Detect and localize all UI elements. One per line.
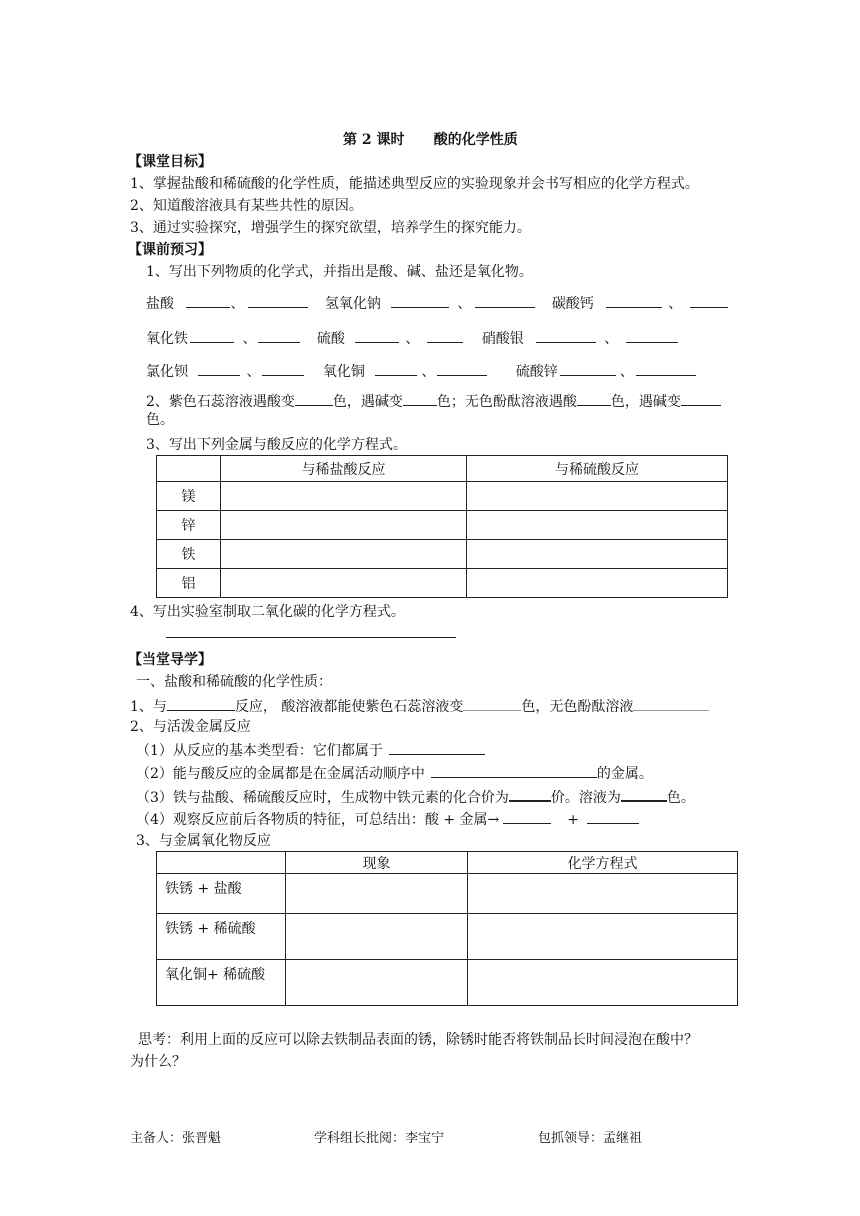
guide-text: 色。	[666, 790, 695, 806]
answer-blank[interactable]	[503, 809, 551, 824]
answer-cell[interactable]	[221, 569, 467, 598]
answer-blank[interactable]	[295, 391, 333, 406]
table-row-label: 铝	[157, 569, 221, 598]
answer-blank[interactable]	[636, 361, 696, 376]
question-2-end: 色。	[146, 412, 174, 428]
guide-text: 的金属。	[596, 766, 653, 782]
separator: 、	[246, 364, 261, 380]
answer-cell[interactable]	[468, 914, 738, 960]
answer-blank[interactable]	[437, 361, 487, 376]
answer-blank[interactable]	[633, 696, 709, 711]
answer-blank[interactable]	[403, 391, 437, 406]
answer-blank[interactable]	[536, 328, 596, 343]
question-2	[146, 391, 721, 411]
answer-blank[interactable]	[606, 293, 662, 308]
answer-blank[interactable]	[475, 293, 535, 308]
sub-question-3	[136, 786, 695, 807]
footer-reviewer: 学科组长批阅：李宝宁	[314, 1131, 445, 1146]
question-text: 色，遇碱变	[332, 394, 403, 410]
part-1-heading: 一、盐酸和稀硫酸的化学性质：	[136, 674, 332, 690]
answer-blank[interactable]	[198, 361, 240, 376]
separator: 、	[668, 296, 683, 312]
answer-blank[interactable]	[509, 786, 551, 802]
separator: 、	[230, 296, 245, 312]
substance-label: 氧化铜	[322, 364, 365, 380]
substance-label: 氯化钡	[146, 364, 188, 380]
separator: 、	[457, 296, 472, 312]
table-header-cell: 与稀硫酸反应	[467, 456, 728, 482]
table-row-label: 铁	[157, 540, 221, 569]
answer-cell[interactable]	[221, 540, 467, 569]
answer-blank[interactable]	[427, 328, 463, 343]
substance-row-1	[146, 293, 728, 313]
substance-label: 硫酸锌	[515, 364, 558, 380]
guide-line-1	[130, 696, 709, 716]
guide-text: 反应， 酸溶液都能使紫色石蕊溶液变	[234, 699, 464, 715]
table-header-cell: 化学方程式	[468, 852, 738, 874]
answer-cell[interactable]	[221, 511, 467, 540]
think-question: 思考：利用上面的反应可以除去铁制品表面的锈，除锈时能否将铁制品长时间浸泡在酸中？	[138, 1032, 698, 1048]
question-3: 3、写出下列金属与酸反应的化学方程式。	[146, 437, 407, 453]
footer-leader: 包抓领导：孟继祖	[538, 1131, 643, 1146]
answer-blank[interactable]	[690, 293, 728, 308]
answer-line[interactable]	[166, 637, 456, 638]
goal-line: 1、掌握盐酸和稀硫酸的化学性质，能描述典型反应的实验现象并会书写相应的化学方程式。	[130, 176, 699, 192]
answer-cell[interactable]	[221, 482, 467, 511]
guide-text: 1、与	[130, 699, 167, 715]
table-row-label: 铁锈 + 稀硫酸	[157, 914, 286, 960]
substance-label: 氧化铁	[146, 331, 188, 347]
table-row-label: 氧化铜+ 稀硫酸	[157, 960, 286, 1006]
question-text: 2、紫色石蕊溶液遇酸变	[146, 394, 295, 410]
sub-question-1	[136, 740, 485, 760]
think-question-cont: 为什么？	[130, 1054, 186, 1070]
answer-blank[interactable]	[389, 740, 485, 755]
table-row-label: 镁	[157, 482, 221, 511]
answer-blank[interactable]	[355, 328, 399, 343]
substance-label: 氢氧化钠	[324, 296, 381, 312]
footer-preparer: 主备人：张晋魁	[130, 1131, 222, 1146]
question-text: 色，遇碱变	[610, 394, 681, 410]
question-4: 4、写出实验室制取二氧化碳的化学方程式。	[130, 604, 405, 620]
separator: 、	[421, 364, 436, 380]
goal-line: 3、通过实验探究，增强学生的探究欲望，培养学生的探究能力。	[130, 220, 531, 236]
table-header-cell: 与稀盐酸反应	[221, 456, 467, 482]
guide-text: （4）观察反应前后各物质的特征，可总结出：酸 + 金属	[136, 812, 488, 828]
answer-cell[interactable]	[467, 540, 728, 569]
answer-blank[interactable]	[167, 696, 235, 711]
question-text: 色；无色酚酞溶液遇酸	[436, 394, 577, 410]
answer-blank[interactable]	[248, 293, 308, 308]
goal-line: 2、知道酸溶液具有某些共性的原因。	[130, 198, 363, 214]
answer-blank[interactable]	[391, 293, 449, 308]
table-header-cell: 现象	[286, 852, 468, 874]
answer-blank[interactable]	[621, 786, 667, 802]
guide-line-2: 2、与活泼金属反应	[130, 719, 251, 735]
section-heading-guide: 【当堂导学】	[128, 652, 212, 668]
guide-text: 价。溶液为	[550, 790, 621, 806]
separator: 、	[242, 331, 257, 347]
answer-blank[interactable]	[190, 328, 234, 343]
substance-row-3	[146, 361, 696, 381]
section-heading-goals: 【课堂目标】	[128, 154, 212, 170]
table-header-cell	[157, 456, 221, 482]
substance-label: 碳酸钙	[551, 296, 594, 312]
substance-label: 硝酸银	[481, 331, 524, 347]
guide-text: （1）从反应的基本类型看：它们都属于	[136, 743, 383, 759]
table-row-label: 铁锈 + 盐酸	[157, 874, 286, 914]
guide-line-3: 3、与金属氧化物反应	[136, 833, 271, 849]
substance-label: 盐酸	[146, 296, 174, 312]
answer-blank[interactable]	[577, 391, 611, 406]
guide-text: +	[567, 812, 580, 828]
answer-cell[interactable]	[286, 914, 468, 960]
substance-row-2	[146, 328, 678, 348]
page-title: 第 2 课时 酸的化学性质	[343, 132, 518, 148]
sub-question-4	[136, 809, 639, 829]
separator: 、	[405, 331, 420, 347]
answer-blank[interactable]	[626, 328, 678, 343]
answer-blank[interactable]	[375, 361, 417, 376]
answer-cell[interactable]	[286, 960, 468, 1006]
answer-cell[interactable]	[468, 874, 738, 914]
table-row-label: 锌	[157, 511, 221, 540]
answer-cell[interactable]	[467, 511, 728, 540]
answer-cell[interactable]	[468, 960, 738, 1006]
sub-question-2	[136, 763, 653, 783]
answer-cell[interactable]	[467, 482, 728, 511]
metal-acid-table	[156, 455, 728, 598]
answer-blank[interactable]	[681, 391, 721, 406]
answer-cell[interactable]	[286, 874, 468, 914]
substance-label: 硫酸	[316, 331, 345, 347]
answer-blank[interactable]	[560, 361, 616, 376]
arrow-icon: →	[487, 812, 500, 828]
guide-text: （2）能与酸反应的金属都是在金属活动顺序中	[136, 766, 425, 782]
answer-blank[interactable]	[463, 696, 521, 711]
table-header-cell	[157, 852, 286, 874]
guide-text: 色，无色酚酞溶液	[521, 699, 634, 715]
answer-blank[interactable]	[258, 328, 300, 343]
question-1: 1、写出下列物质的化学式，并指出是酸、碱、盐还是氧化物。	[146, 264, 533, 280]
answer-blank[interactable]	[186, 293, 230, 308]
answer-blank[interactable]	[431, 763, 597, 778]
guide-text: （3）铁与盐酸、稀硫酸反应时，生成物中铁元素的化合价为	[136, 790, 509, 806]
answer-blank[interactable]	[587, 809, 639, 824]
separator: 、	[619, 364, 634, 380]
oxide-acid-table	[156, 851, 738, 1006]
answer-blank[interactable]	[262, 361, 304, 376]
answer-cell[interactable]	[467, 569, 728, 598]
separator: 、	[604, 331, 619, 347]
section-heading-preview: 【课前预习】	[128, 242, 212, 258]
